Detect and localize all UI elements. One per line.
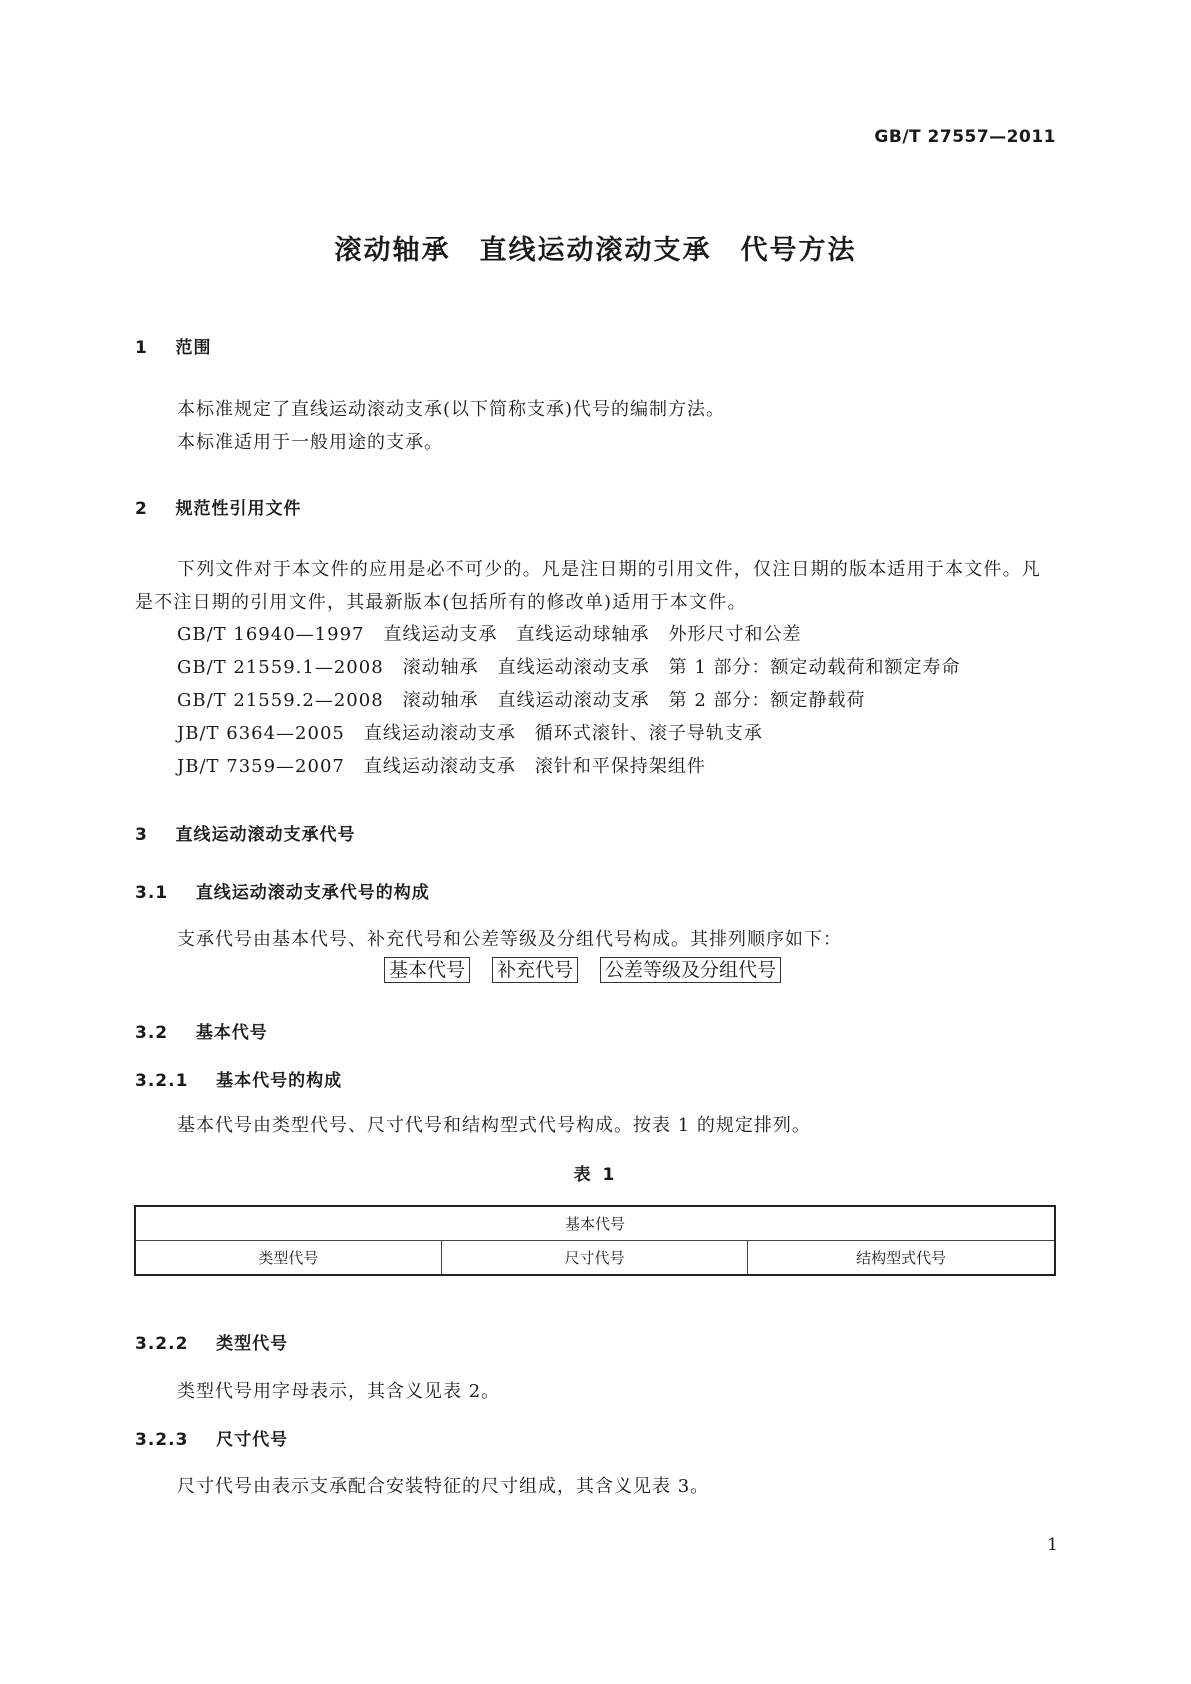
- heading-number: 3: [135, 825, 148, 845]
- heading-number: 1: [135, 338, 148, 358]
- heading-number: 3.2.3: [135, 1430, 189, 1450]
- heading-text: 类型代号: [216, 1334, 289, 1354]
- reference-item: JB/T 6364—2005 直线运动滚动支承 循环式滚针、滚子导轨支承: [177, 723, 763, 744]
- code-box-tolerance: 公差等级及分组代号: [600, 957, 781, 983]
- document-title: 滚动轴承 直线运动滚动支承 代号方法: [334, 235, 857, 266]
- paragraph-size-code: 尺寸代号由表示支承配合安装特征的尺寸组成，其含义见表 3。: [177, 1476, 710, 1497]
- table-cell-size-code: 尺寸代号: [441, 1241, 747, 1276]
- heading-text: 基本代号: [195, 1023, 268, 1043]
- heading-number: 3.2: [135, 1023, 169, 1043]
- code-box-supplementary: 补充代号: [492, 957, 578, 983]
- paragraph-code-composition: 支承代号由基本代号、补充代号和公差等级及分组代号构成。其排列顺序如下：: [177, 929, 842, 950]
- heading-number: 2: [135, 499, 148, 519]
- heading-number: 3.2.2: [135, 1334, 189, 1354]
- page-number: 1: [1047, 1535, 1058, 1555]
- paragraph-scope-2: 本标准适用于一般用途的支承。: [177, 432, 443, 453]
- heading-section-3-2-1: [135, 1066, 342, 1091]
- heading-number: 3.1: [135, 883, 169, 903]
- standard-code: GB/T 27557—2011: [874, 127, 1056, 147]
- reference-item: GB/T 21559.1—2008 滚动轴承 直线运动滚动支承 第 1 部分：额定动载荷和额定寿命: [177, 657, 961, 678]
- reference-item: JB/T 7359—2007 直线运动滚动支承 滚针和平保持架组件: [177, 756, 706, 777]
- heading-section-1: [135, 333, 212, 358]
- paragraph-references-intro: 下列文件对于本文件的应用是必不可少的。凡是注日期的引用文件，仅注日期的版本适用于本文件。凡是不注日期的引用文件，其最新版本(包括所有的修改单)适用于本文件。: [135, 559, 1041, 613]
- paragraph-type-code: 类型代号用字母表示，其含义见表 2。: [177, 1381, 501, 1402]
- heading-section-3-2: [135, 1018, 268, 1043]
- heading-section-3-1: [135, 878, 430, 903]
- table-row: [135, 1206, 1055, 1241]
- code-order-diagram: [384, 957, 803, 983]
- table-cell-structure-code: 结构型式代号: [748, 1241, 1055, 1276]
- heading-text: 规范性引用文件: [175, 499, 302, 519]
- table-row: [135, 1241, 1055, 1276]
- heading-section-3-2-3: [135, 1425, 288, 1450]
- table-basic-code: [134, 1205, 1056, 1276]
- heading-section-2: [135, 494, 302, 519]
- heading-section-3: [135, 820, 356, 845]
- heading-section-3-2-2: [135, 1329, 288, 1354]
- reference-item: GB/T 16940—1997 直线运动支承 直线运动球轴承 外形尺寸和公差: [177, 624, 802, 645]
- table-caption: 表 1: [573, 1165, 618, 1185]
- table-cell-type-code: 类型代号: [135, 1241, 441, 1276]
- heading-text: 基本代号的构成: [216, 1071, 343, 1091]
- heading-text: 范围: [175, 338, 212, 358]
- heading-text: 尺寸代号: [216, 1430, 289, 1450]
- heading-number: 3.2.1: [135, 1071, 189, 1091]
- paragraph-scope-1: 本标准规定了直线运动滚动支承(以下简称支承)代号的编制方法。: [177, 399, 726, 420]
- table-header-cell: 基本代号: [135, 1206, 1055, 1241]
- code-box-basic: 基本代号: [384, 957, 470, 983]
- heading-text: 直线运动滚动支承代号: [175, 825, 356, 845]
- reference-item: GB/T 21559.2—2008 滚动轴承 直线运动滚动支承 第 2 部分：额定静载荷: [177, 690, 866, 711]
- heading-text: 直线运动滚动支承代号的构成: [195, 883, 430, 903]
- paragraph-basic-code: 基本代号由类型代号、尺寸代号和结构型式代号构成。按表 1 的规定排列。: [177, 1115, 811, 1136]
